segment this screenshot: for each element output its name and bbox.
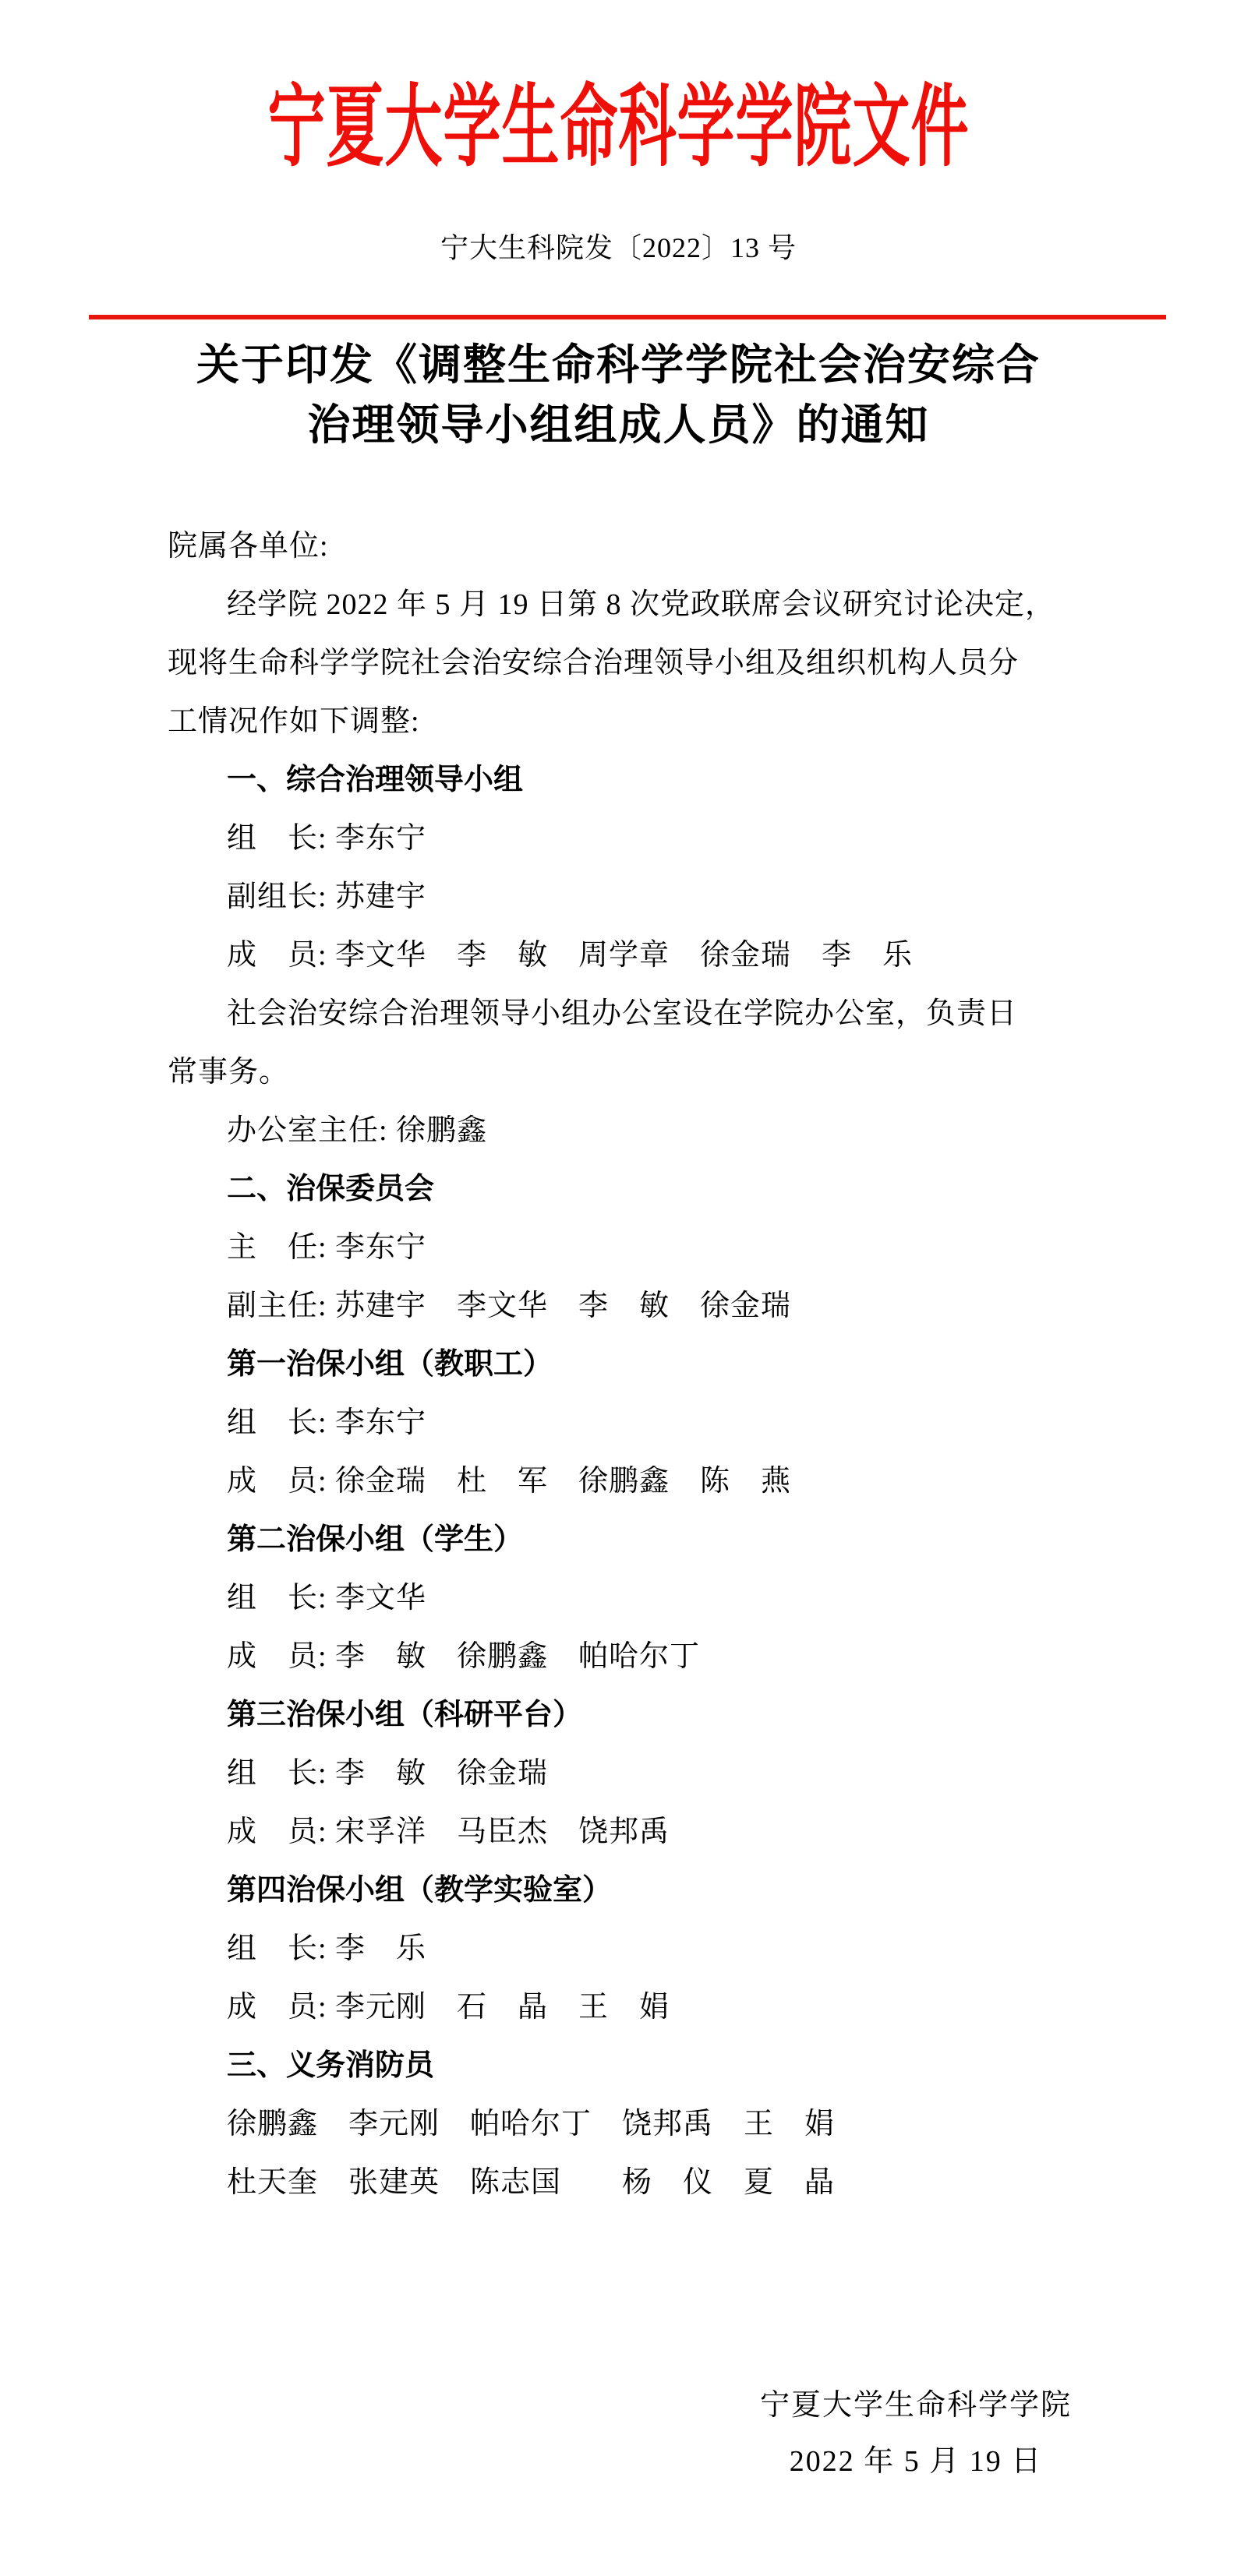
body-line: 经学院 2022 年 5 月 19 日第 8 次党政联席会议研究讨论决定， (227, 588, 1056, 621)
body-line: 组 长: 李东宁 (227, 1406, 427, 1439)
document-subject-title (0, 335, 1237, 455)
body-line: 组 长: 李文华 (227, 1582, 427, 1614)
body-section-heading: 第一治保小组（教职工） (227, 1348, 553, 1381)
body-line: 副主任: 苏建宇 李文华 李 敏 徐金瑞 (227, 1290, 792, 1322)
body-section-heading: 第二治保小组（学生） (227, 1523, 524, 1556)
document-body (168, 517, 1081, 2212)
body-line: 徐鹏鑫 李元刚 帕哈尔丁 饶邦禹 王 娟 (227, 2108, 836, 2140)
body-line: 组 长: 李 敏 徐金瑞 (227, 1757, 549, 1790)
body-line: 主 任: 李东宁 (227, 1231, 427, 1264)
document-reference-number: 宁大生科院发〔2022〕13 号 (440, 232, 797, 263)
body-line: 常事务。 (168, 1056, 290, 1089)
body-line: 杜天奎 张建英 陈志国 杨 仪 夏 晶 (227, 2166, 836, 2199)
body-line: 组 长: 李 乐 (227, 1932, 427, 1965)
signature-date: 2022 年 5 月 19 日 (789, 2445, 1043, 2478)
body-line: 成 员: 李元刚 石 晶 王 娟 (227, 1991, 670, 2024)
body-section-heading: 第三治保小组（科研平台） (227, 1699, 583, 1731)
body-section-heading: 一、综合治理领导小组 (227, 764, 524, 796)
letterhead-divider-line (89, 315, 1166, 319)
body-line: 成 员: 李 敏 徐鹏鑫 帕哈尔丁 (227, 1640, 701, 1673)
letterhead-org-title: 宁夏大学生命科学学院文件 (267, 79, 970, 178)
body-line: 副组长: 苏建宇 (227, 880, 427, 913)
signature-org: 宁夏大学生命科学学院 (759, 2389, 1072, 2422)
body-line: 现将生命科学学院社会治安综合治理领导小组及组织机构人员分 (168, 647, 1020, 679)
subject-title-line-2: 治理领导小组组成人员》的通知 (307, 401, 930, 449)
body-line: 办公室主任: 徐鹏鑫 (227, 1114, 488, 1147)
signature-block (742, 2377, 1090, 2490)
body-line: 院属各单位: (168, 530, 329, 563)
body-line: 成 员: 李文华 李 敏 周学章 徐金瑞 李 乐 (227, 939, 914, 972)
body-section-heading: 三、义务消防员 (227, 2049, 435, 2082)
body-line: 成 员: 宋孚洋 马臣杰 饶邦禹 (227, 1816, 670, 1848)
subject-title-line-1: 关于印发《调整生命科学学院社会治安综合 (196, 341, 1041, 389)
body-line: 工情况作如下调整: (168, 705, 420, 738)
body-section-heading: 二、治保委员会 (227, 1173, 435, 1205)
body-line: 社会治安综合治理领导小组办公室设在学院办公室，负责日 (227, 997, 1018, 1030)
body-section-heading: 第四治保小组（教学实验室） (227, 1874, 613, 1907)
body-line: 组 长: 李东宁 (227, 822, 427, 855)
body-line: 成 员: 徐金瑞 杜 军 徐鹏鑫 陈 燕 (227, 1465, 792, 1498)
